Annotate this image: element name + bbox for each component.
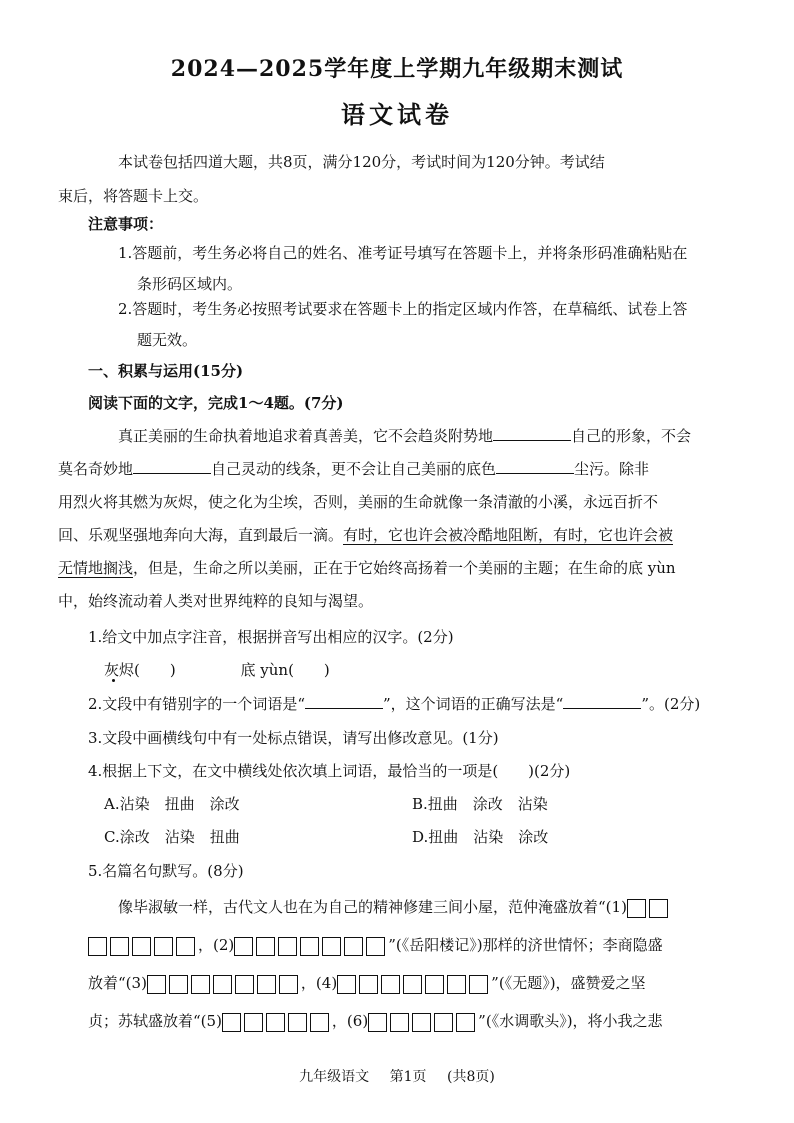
section-1-heading: 一、积累与运用(15分)	[88, 362, 244, 380]
q2-text: ”。(2分)	[641, 695, 701, 713]
intro-line-1: 本试卷包括四道大题，共8页，满分120分，考试时间为120分钟。考试结	[118, 153, 605, 171]
dictation-line-2	[88, 927, 728, 963]
passage-text: 中，始终流动着人类对世界纯粹的良知与渴望。	[58, 592, 374, 610]
question-4: 4.根据上下文，在文中横线处依次填上词语，最恰当的一项是( )(2分)	[88, 762, 571, 780]
passage-text: 莫名奇妙地	[58, 460, 134, 478]
question-1: 1.给文中加点字注音，根据拼音写出相应的汉字。(2分)	[88, 628, 454, 646]
option-d: D.扭曲 沾染 涂改	[412, 828, 549, 846]
fill-blank-2	[133, 459, 211, 474]
dictation-text: 放着“(3)	[88, 974, 147, 992]
question-2	[88, 693, 728, 714]
option-c: C.涂改 沾染 扭曲	[104, 828, 240, 846]
q1-item-yun: 底 yùn( )	[240, 661, 330, 679]
question-3: 3.文段中画横线句中有一处标点错误，请写出修改意见。(1分)	[88, 729, 499, 747]
q2-blank-2	[563, 694, 641, 709]
dictation-text: ”(《无题》)，盛赞爱之坚	[491, 974, 646, 992]
answer-boxes	[627, 899, 671, 918]
note-2-line-2: 题无效。	[137, 331, 198, 349]
dictation-text: ，(6)	[331, 1012, 369, 1030]
fill-blank-1	[493, 426, 571, 441]
underlined-sentence: 有时，它也许会被冷酷地阻断，有时，它也许会被	[343, 526, 674, 544]
page-footer	[0, 1066, 794, 1086]
note-1-line-1: 1.答题前，考生务必将自己的姓名、准考证号填写在答题卡上，并将条形码准确粘贴在	[118, 244, 688, 262]
q2-text: 2.文段中有错别字的一个词语是“	[88, 695, 305, 713]
passage-text: 真正美丽的生命执着地追求着真善美，它不会趋炎附势地	[118, 427, 494, 445]
answer-boxes	[234, 937, 388, 956]
answer-boxes	[222, 1013, 332, 1032]
answer-boxes	[88, 937, 198, 956]
passage-text: 回、乐观坚强地奔向大海，直到最后一滴。	[58, 526, 344, 544]
underlined-sentence: 无情地搁浅	[58, 559, 134, 577]
option-b: B.扭曲 涂改 沾染	[412, 795, 548, 813]
dictation-line-4	[88, 1003, 728, 1039]
question-1-items	[104, 659, 330, 680]
reading-passage	[58, 420, 718, 618]
footer-page-number: 第1页	[389, 1069, 427, 1085]
q1-item-ash: 灰烬( )	[104, 661, 176, 679]
footer-grade: 九年级语文	[299, 1069, 370, 1085]
emphasis-dot	[112, 679, 115, 682]
passage-text: ，但是，生命之所以美丽，正在于它始终高扬着一个美丽的主题；在生命的底 yùn	[133, 559, 676, 577]
dictation-text: ”(《水调歌头》)，将小我之悲	[478, 1012, 663, 1030]
passage-text: 自己灵动的线条，更不会让自己美丽的底色	[211, 460, 497, 478]
question-5: 5.名篇名句默写。(8分)	[88, 862, 244, 880]
exam-title: 2024—2025学年度上学期九年级期末测试	[170, 56, 624, 82]
dictation-text: 像毕淑敏一样，古代文人也在为自己的精神修建三间小屋，范仲淹盛放着“(1)	[118, 898, 627, 916]
answer-boxes	[368, 1013, 478, 1032]
dictation-text: ”(《岳阳楼记》)那样的济世情怀；李商隐盛	[388, 936, 663, 954]
intro-paragraph	[58, 145, 718, 213]
dictation-text: 贞；苏轼盛放着“(5)	[88, 1012, 222, 1030]
dictation-line-1	[88, 889, 728, 925]
section-1-instruction: 阅读下面的文字，完成1～4题。(7分)	[88, 394, 344, 412]
option-a: A.沾染 扭曲 涂改	[104, 795, 240, 813]
fill-blank-3	[496, 459, 574, 474]
dictation-text: ，(2)	[198, 936, 235, 954]
note-2-line-1: 2.答题时，考生务必按照考试要求在答题卡上的指定区域内作答，在草稿纸、试卷上答	[118, 300, 688, 318]
note-1-line-2: 条形码区域内。	[137, 275, 243, 293]
passage-text: 用烈火将其燃为灰烬，使之化为尘埃，否则，美丽的生命就像一条清澈的小溪，永远百折不	[58, 493, 659, 511]
passage-text: 尘污。除非	[574, 460, 650, 478]
dictation-line-3	[88, 965, 728, 1001]
q2-text: ”，这个词语的正确写法是“	[382, 695, 564, 713]
intro-line-2: 束后，将答题卡上交。	[58, 187, 209, 205]
note-item-2	[118, 294, 718, 356]
dictation-text: ，(4)	[300, 974, 338, 992]
q2-blank-1	[305, 694, 383, 709]
passage-text: 自己的形象，不会	[571, 427, 692, 445]
note-item-1	[118, 238, 718, 300]
answer-boxes	[147, 975, 301, 994]
exam-subtitle: 语文试卷	[341, 100, 453, 129]
footer-total-pages: (共8页)	[446, 1069, 495, 1085]
notes-heading: 注意事项：	[88, 215, 164, 233]
answer-boxes	[337, 975, 491, 994]
